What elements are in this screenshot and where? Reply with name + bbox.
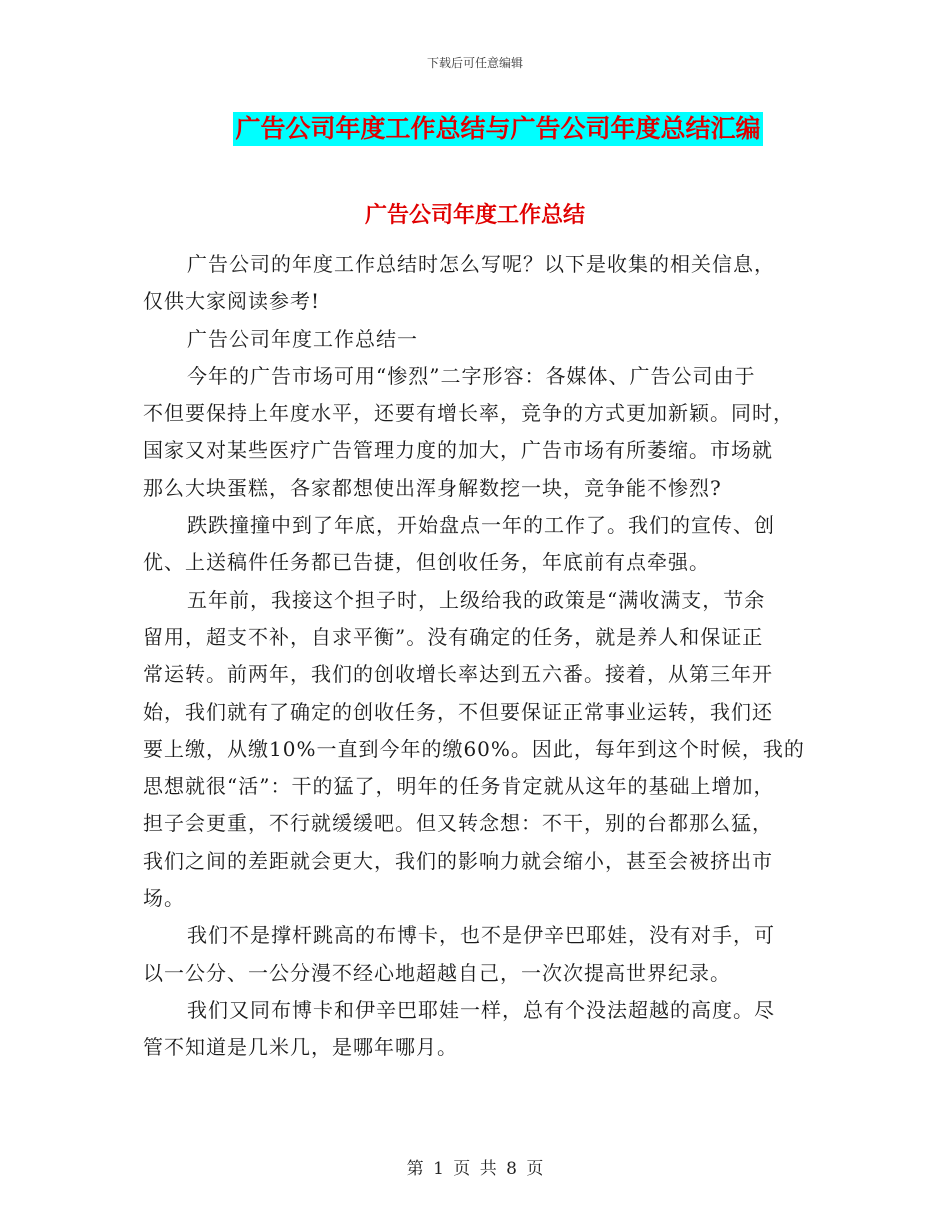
text-line: 常运转。前两年，我们的创收增长率达到五六番。接着，从第三年开 — [143, 662, 773, 687]
text-line: 我们不是撑杆跳高的布博卡，也不是伊辛巴耶娃，没有对手，可 — [187, 923, 775, 948]
text-line: 广告公司年度工作总结一 — [187, 326, 418, 351]
text-line: 不但要保持上年度水平，还要有增长率，竞争的方式更加新颖。同时， — [143, 401, 794, 426]
text-line: 今年的广告市场可用“惨烈”二字形容：各媒体、广告公司由于 — [187, 363, 756, 388]
main-title-container — [0, 112, 950, 146]
text-line: 以一公分、一公分漫不经心地超越自己，一次次提高世界纪录。 — [143, 960, 731, 985]
header-note: 下载后可任意编辑 — [426, 56, 523, 70]
text-line: 跌跌撞撞中到了年底，开始盘点一年的工作了。我们的宣传、创 — [187, 513, 775, 538]
text-line: 场。 — [143, 886, 185, 911]
text-line: 我们之间的差距就会更大，我们的影响力就会缩小，甚至会被挤出市 — [143, 848, 773, 873]
text-line: 始，我们就有了确定的创收任务，不但要保证正常事业运转，我们还 — [143, 699, 773, 724]
text-line: 仅供大家阅读参考! — [143, 289, 321, 314]
text-line: 担子会更重，不行就缓缓吧。但又转念想：不干，别的台都那么猛， — [143, 811, 773, 836]
text-line: 国家又对某些医疗广告管理力度的加大，广告市场有所萎缩。市场就 — [143, 438, 773, 463]
page-footer: 第 1 页 共 8 页 — [406, 1159, 544, 1179]
text-line: 思想就很“活”：干的猛了，明年的任务肯定就从这年的基础上增加， — [143, 774, 775, 799]
body-text — [143, 246, 806, 1067]
text-line: 那么大块蛋糕，各家都想使出浑身解数挖一块，竞争能不惨烈? — [143, 475, 722, 500]
main-title: 广告公司年度工作总结与广告公司年度总结汇编 — [233, 112, 762, 146]
text-line: 我们又同布博卡和伊辛巴耶娃一样，总有个没法超越的高度。尽 — [187, 997, 775, 1022]
text-line: 优、上送稿件任务都已告捷，但创收任务，年底前有点牵强。 — [143, 550, 710, 575]
text-line: 广告公司的年度工作总结时怎么写呢？以下是收集的相关信息， — [187, 252, 775, 276]
text-line: 五年前，我接这个担子时，上级给我的政策是“满收满支，节余 — [187, 587, 766, 612]
text-line: 管不知道是几米几，是哪年哪月。 — [143, 1035, 458, 1060]
section-title: 广告公司年度工作总结 — [364, 203, 585, 228]
text-line: 留用，超支不补，自求平衡”。没有确定的任务，就是养人和保证正 — [143, 624, 764, 649]
text-line: 要上缴，从缴10%一直到今年的缴60%。因此，每年到这个时候，我的 — [143, 736, 805, 761]
